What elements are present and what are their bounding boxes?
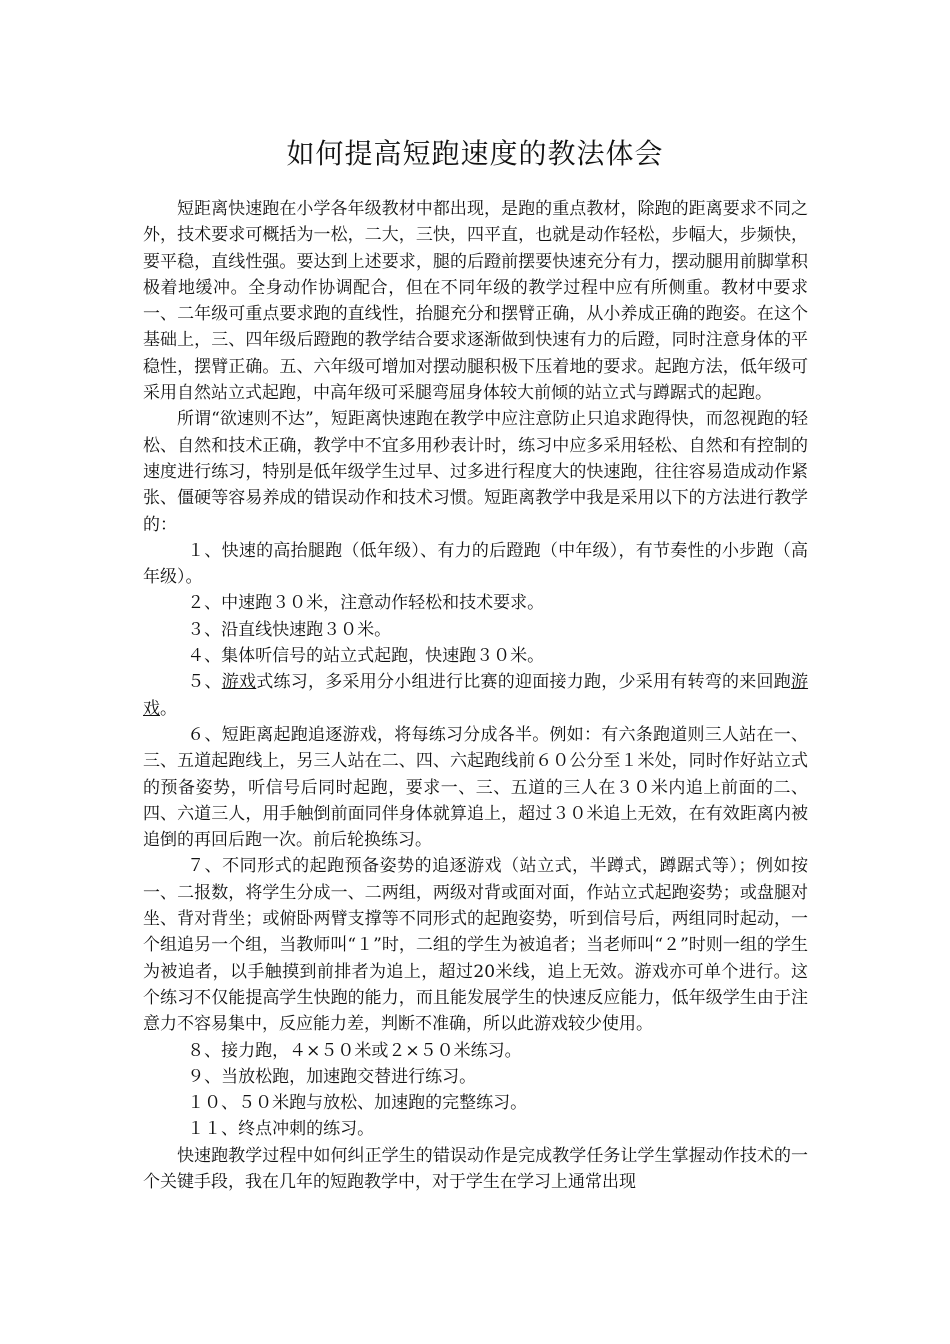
- list-item-10: １０、５０米跑与放松、加速跑的完整练习。: [187, 1093, 528, 1114]
- page-title: 如何提高短跑速度的教法体会: [286, 137, 664, 170]
- paragraph-correction: 快速跑教学过程中如何纠正学生的错误动作是完成教学任务让学生掌握动作技术的一个关键手段，我在几年的短跑教学中，对于学生在学习上通常出现: [143, 1145, 808, 1192]
- list-item-7: ７、不同形式的起跑预备姿势的追逐游戏（站立式，半蹲式，蹲踞式等）；例如按一、二报数，将学生分成一、二两组，两级对背或面对面，作站立式起跑姿势；或盘腿对坐、背对背坐；或俯卧两臂支撑等不同形式的起跑姿势，听到信号后，两组同时起动，一个组追另一个组，当教师叫“１”时，二组的学生为被追者；当老师叫“２”时则一组的学生为被追者，以手触摸到前排者为追上，超过20米线，追上无效。游戏亦可单个进行。这个练习不仅能提高学生快跑的能力，而且能发展学生的快速反应能力，低年级学生由于注意力不容易集中，反应能力差，判断不准确，所以此游戏较少使用。: [143, 856, 808, 1035]
- list-item-4: ４、集体听信号的站立式起跑，快速跑３０米。: [187, 646, 545, 667]
- list-item-5-end: 。: [160, 698, 177, 719]
- paragraph-principle: 所谓“欲速则不达”，短距离快速跑在教学中应注意防止只追求跑得快，而忽视跑的轻松、自然和技术正确，教学中不宜多用秒表计时，练习中应多采用轻松、自然和有控制的速度进行练习，特别是低年级学生过早、过多进行程度大的快速跑，往往容易造成动作紧张、僵硬等容易养成的错误动作和技术习惯。短距离教学中我是采用以下的方法进行教学的：: [143, 409, 808, 535]
- list-item-6: ６、短距离起跑追逐游戏，将每练习分成各半。例如：有六条跑道则三人站在一、三、五道起跑线上，另三人站在二、四、六起跑线前６０公分至１米处，同时作好站立式的预备姿势，听信号后同时起跑，要求一、三、五道的三人在３０米内追上前面的二、四、六道三人，用手触倒前面同伴身体就算追上，超过３０米追上无效，在有效距离内被追倒的再回后跑一次。前后轮换练习。: [143, 724, 808, 851]
- list-item-8: ８、接力跑，４×５０米或２×５０米练习。: [187, 1040, 522, 1061]
- list-item-2: ２、中速跑３０米，注意动作轻松和技术要求。: [187, 593, 545, 614]
- list-item-5: [143, 669, 808, 722]
- game-link-1[interactable]: 游戏: [221, 672, 257, 693]
- game-link-2[interactable]: 游戏: [143, 672, 809, 719]
- list-item-5-text: 式练习，多采用分小组进行比赛的迎面接力跑，少采用有转弯的来回跑: [256, 672, 792, 693]
- list-item-11: １１、终点冲刺的练习。: [187, 1119, 375, 1140]
- paragraph-intro: 短距离快速跑在小学各年级教材中都出现，是跑的重点教材，除跑的距离要求不同之外，技术要求可概括为一松，二大，三快，四平直，也就是动作轻松，步幅大，步频快，要平稳，直线性强。要达到上述要求，腿的后蹬前摆要快速充分有力，摆动腿用前脚掌积极着地缓冲。全身动作协调配合，但在不同年级的教学过程中应有所侧重。教材中要求一、二年级可重点要求跑的直线性，抬腿充分和摆臂正确，从小养成正确的跑姿。在这个基础上，三、四年级后蹬跑的教学结合要求逐渐做到快速有力的后蹬，同时注意身体的平稳性，摆臂正确。五、六年级可增加对摆动腿积极下压着地的要求。起跑方法，低年级可采用自然站立式起跑，中高年级可采腿弯屈身体较大前倾的站立式与蹲踞式的起跑。: [143, 199, 808, 404]
- list-item-5-number: ５、: [187, 672, 222, 693]
- list-item-1: １、快速的高抬腿跑（低年级）、有力的后蹬跑（中年级），有节奏性的小步跑（高年级）。: [143, 540, 808, 588]
- document-body: [143, 196, 808, 1195]
- list-item-3: ３、沿直线快速跑３０米。: [187, 619, 392, 640]
- list-item-9: ９、当放松跑，加速跑交替进行练习。: [187, 1066, 477, 1087]
